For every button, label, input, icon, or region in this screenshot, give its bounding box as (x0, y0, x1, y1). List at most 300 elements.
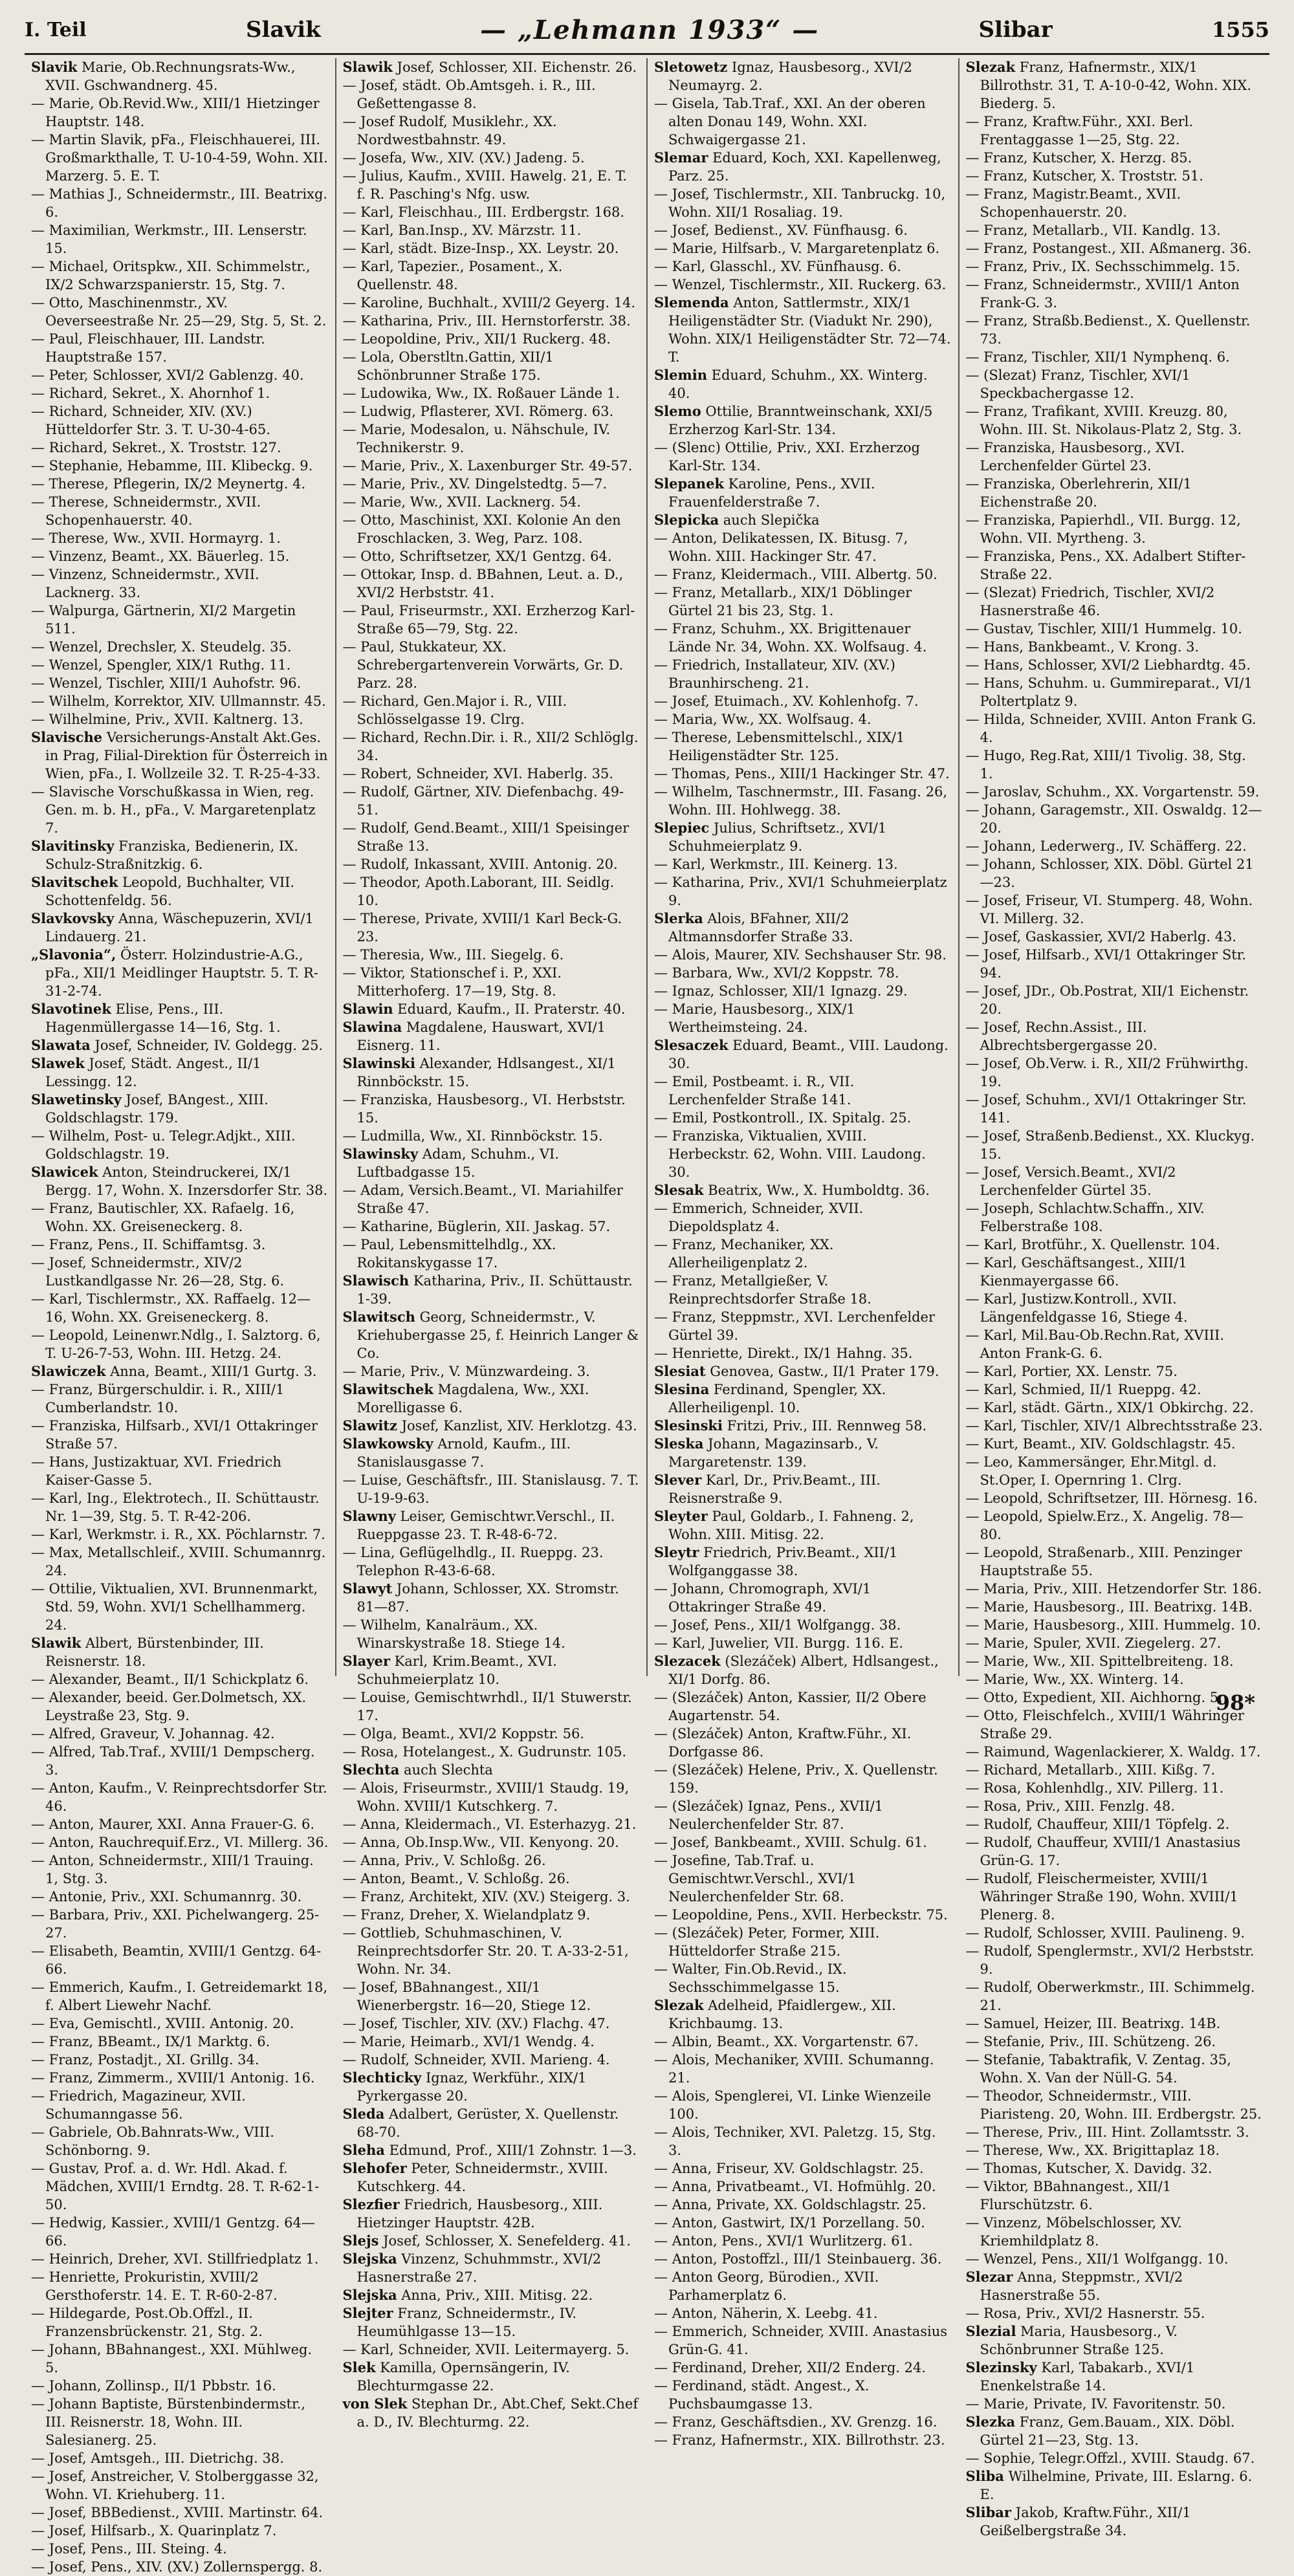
directory-entry (654, 692, 952, 710)
entry-text: — Marie, Spuler, XVII. Ziegelerg. 27. (965, 1635, 1222, 1651)
entry-surname: Slepicka (654, 512, 719, 528)
directory-entry (343, 565, 641, 602)
directory-entry (654, 620, 952, 656)
directory-entry (654, 257, 952, 276)
entry-surname: Slemin (654, 367, 707, 383)
directory-entry (654, 1036, 952, 1073)
directory-entry (31, 1525, 329, 1544)
entry-text: — Franz, Metallgießer, V. Reinprechtsdorfer Straße 18. (654, 1273, 872, 1307)
entry-text: — Franz, Kutscher, X. Troststr. 51. (965, 168, 1203, 184)
entry-text: — Therese, Ww., XVII. Hormayrg. 1. (31, 530, 281, 546)
entry-text: Ignaz, Werkführ., XIX/1 Pyrkergasse 20. (356, 2070, 587, 2104)
entry-text: — Josef, Etuimach., XV. Kohlenhofg. 7. (654, 693, 919, 709)
entry-text: Magdalena, Ww., XXI. Morelligasse 6. (356, 1382, 589, 1415)
entry-text: — Josef, Pens., XIV. (XV.) Zollernspergg. 8. (31, 2559, 323, 2575)
entry-text: — Karl, Geschäftsangest., XIII/1 Kienmayergasse 66. (965, 1255, 1187, 1289)
entry-text: — Josef, Straßenb.Bedienst., XX. Kluckyg. 15. (965, 1128, 1255, 1162)
entry-text: — Franz, Schneidermstr., XVIII/1 Anton Frank-G. 3. (965, 277, 1240, 311)
directory-entry (966, 1779, 1264, 1797)
entry-text: — Marie, Priv., X. Laxenburger Str. 49-57. (342, 458, 633, 474)
entry-text: — Paul, Friseurmstr., XXI. Erzherzog Karl-Straße 65—79, Stg. 22. (342, 603, 635, 637)
directory-entry (966, 366, 1264, 402)
entry-text: — Otto, Expedient, XII. Aichhorng. 5. (965, 1690, 1223, 1705)
directory-entry (966, 1797, 1264, 1815)
entry-text: — Therese, Schneidermstr., XVII. Schopenhauerstr. 40. (31, 494, 261, 528)
entry-text: — Viktor, BBahnangest., XII/1 Flurschützstr. 6. (965, 2179, 1172, 2212)
entry-text: auch Slechta (399, 1762, 493, 1778)
directory-entry (343, 2033, 641, 2051)
directory-entry (654, 221, 952, 239)
entry-text: — Johann, Lederwerg., IV. Schäfferg. 22. (965, 838, 1247, 854)
directory-entry (343, 1616, 641, 1652)
column-1 (25, 58, 336, 2575)
entry-text: — Hugo, Reg.Rat, XIII/1 Tivolig. 38, Stg. 1. (965, 748, 1246, 781)
entry-text: — Karoline, Buchhalt., XVIII/2 Geyerg. 14. (342, 295, 636, 311)
entry-surname: Slawetinsky (31, 1091, 122, 1108)
directory-entry (343, 2304, 641, 2341)
entry-text: — (Slezáček) Anton, Kassier, II/2 Obere Augartenstr. 54. (654, 1690, 927, 1723)
directory-entry (343, 348, 641, 384)
entry-text: — Max, Metallschleif., XVIII. Schumannrg. 24. (31, 1545, 326, 1578)
directory-entry (31, 2522, 329, 2540)
directory-entry (966, 2033, 1264, 2051)
entry-text: — Josefa, Ww., XIV. (XV.) Jadeng. 5. (342, 150, 585, 166)
directory-entry (654, 239, 952, 257)
entry-surname: Sliba (965, 2468, 1004, 2484)
entry-text: — Emil, Postbeamt. i. R., VII. Lerchenfelder Straße 141. (654, 1074, 855, 1108)
directory-entry (654, 2196, 952, 2214)
directory-entry (31, 2304, 329, 2341)
directory-entry (31, 2540, 329, 2558)
directory-entry (31, 1199, 329, 1236)
directory-entry (966, 1507, 1264, 1544)
directory-entry (966, 1054, 1264, 1091)
entry-text: — Emil, Postkontroll., IX. Spitalg. 25. (654, 1110, 912, 1126)
entry-text: — Gisela, Tab.Traf., XXI. An der oberen alten Donau 149, Wohn. XXI. Schwaigergasse 21. (654, 96, 926, 147)
entry-text: — Rudolf, Gend.Beamt., XIII/1 Speisinger Straße 13. (342, 820, 630, 854)
directory-entry (966, 1163, 1264, 1199)
directory-entry (654, 2214, 952, 2232)
entry-text: — Hildegarde, Post.Ob.Offzl., II. Franzensbrückenstr. 21, Stg. 2. (31, 2306, 263, 2339)
entry-text: — Karl, städt. Gärtn., XIX/1 Obkirchg. 22. (965, 1400, 1254, 1415)
entry-text: — Marie, Hausbesorg., XIII. Hummelg. 10. (965, 1617, 1261, 1633)
directory-entry (31, 1163, 329, 1199)
entry-text: — (Slezáček) Anton, Kraftw.Führ., XI. Dorfgasse 86. (654, 1726, 912, 1760)
entry-text: — Franz, Dreher, X. Wielandplatz 9. (342, 1907, 591, 1923)
entry-text: — Ludmilla, Ww., XI. Rinnböckstr. 15. (342, 1128, 603, 1144)
directory-entry (343, 1054, 641, 1091)
entry-text: — Louise, Gemischtwrhdl., II/1 Stuwerstr. 17. (342, 1690, 632, 1723)
directory-entry (654, 946, 952, 964)
directory-entry (343, 873, 641, 910)
entry-text: — Franz, Architekt, XIV. (XV.) Steigerg. 3. (342, 1889, 630, 1905)
directory-entry (654, 1580, 952, 1616)
entry-text: — Johann, Schlosser, XIX. Döbl. Gürtel 21—23. (965, 857, 1254, 890)
entry-surname: Slawitsch (342, 1309, 415, 1325)
entry-text: — Emmerich, Schneider, XVII. Diepoldsplatz 4. (654, 1201, 864, 1234)
directory-entry (654, 1761, 952, 1797)
entry-text: — Slavische Vorschußkassa in Wien, reg. Gen. m. b. H., pFa., V. Margaretenplatz 7. (31, 784, 316, 836)
directory-entry (31, 1290, 329, 1326)
entry-text: Jakob, Kraftw.Führ., XII/1 Geißelbergstraße 34. (980, 2505, 1191, 2538)
entry-text: Versicherungs-Anstalt Akt.Ges. in Prag, Filial-Direktion für Österreich in Wien, pFa., I. Wollzeile 32. T. R-25-4-33. (45, 730, 328, 781)
directory-entry (343, 2069, 641, 2105)
entry-text: — Maximilian, Werkmstr., III. Lenserstr. 15. (31, 223, 307, 256)
entry-text: — Franz, Tischler, XII/1 Nymphenq. 6. (965, 349, 1230, 365)
directory-entry (654, 1000, 952, 1036)
directory-entry (966, 2178, 1264, 2214)
entry-surname: Slawisch (342, 1272, 410, 1289)
entry-text: Josef, BAngest., XIII. Goldschlagstr. 179. (45, 1092, 269, 1126)
directory-entry (966, 2123, 1264, 2141)
entry-text: Johann, Magazinsarb., V. Margaretenstr. 139. (668, 1436, 879, 1470)
directory-entry (966, 2322, 1264, 2359)
directory-entry (966, 2304, 1264, 2322)
entry-surname: Slemenda (654, 294, 729, 311)
entry-text: — Franz, Bautischler, XX. Rafaelg. 16, Wohn. XX. Greiseneckerg. 8. (31, 1201, 295, 1234)
entry-text: — Franz, Mechaniker, XX. Allerheiligenplatz 2. (654, 1237, 834, 1271)
entry-text: Vinzenz, Schuhmmstr., XVI/2 Hasnerstraße 27. (356, 2251, 602, 2285)
entry-text: Magdalene, Hauswart, XVI/1 Eisnerg. 11. (356, 1020, 606, 1053)
entry-text: — Richard, Rechn.Dir. i. R., XII/2 Schlöglg. 34. (342, 730, 639, 763)
directory-entry (31, 1851, 329, 1888)
entry-text: — Leopold, Spielw.Erz., X. Angelig. 78—80. (965, 1509, 1244, 1542)
directory-entry (654, 2232, 952, 2250)
directory-entry (966, 855, 1264, 891)
entry-text: — Katharina, Priv., III. Hernstorferstr. 38. (342, 313, 631, 329)
directory-entry (31, 2087, 329, 2123)
entry-surname: Slawitschek (342, 1381, 433, 1397)
directory-entry (31, 1743, 329, 1779)
entry-text: — Marie, Modesalon, u. Nähschule, IV. Technikerstr. 9. (342, 422, 611, 455)
directory-entry (31, 1091, 329, 1127)
entry-text: Eduard, Beamt., VIII. Laudong. 30. (668, 1038, 949, 1071)
entry-text: — Peter, Schlosser, XVI/2 Gablenzg. 40. (31, 367, 304, 383)
entry-text: — Karl, Tischler, XIV/1 Albrechtsstraße 23. (965, 1418, 1263, 1434)
entry-text: — Rudolf, Schneider, XVII. Marieng. 4. (342, 2052, 610, 2068)
directory-entry (654, 2033, 952, 2051)
directory-entry (966, 2359, 1264, 2395)
entry-text: — Anton, Kaufm., V. Reinprechtsdorfer Str. 46. (31, 1780, 327, 1814)
directory-entry (654, 1181, 952, 1199)
entry-text: — Gustav, Prof. a. d. Wr. Hdl. Akad. f. Mädchen, XVIII/1 Erndtg. 28. T. R-62-1-50. (31, 2161, 320, 2212)
directory-entry (966, 475, 1264, 511)
entry-surname: Slezka (965, 2414, 1016, 2430)
entry-surname: Slemar (654, 149, 708, 166)
directory-entry (31, 457, 329, 475)
directory-entry (343, 511, 641, 547)
entry-text: — Richard, Sekret., X. Troststr. 127. (31, 440, 281, 455)
entry-text: — Friedrich, Installateur, XIV. (XV.) Braunhirscheng. 21. (654, 657, 895, 691)
entry-surname: Slezacek (654, 1653, 721, 1669)
directory-entry (966, 113, 1264, 149)
entry-surname: Sleytr (654, 1544, 699, 1560)
directory-entry (343, 1381, 641, 1417)
entry-text: — Wenzel, Spengler, XIX/1 Ruthg. 11. (31, 657, 291, 673)
entry-text: Karl, Krim.Beamt., XVI. Schuhmeierplatz 10. (356, 1654, 557, 1687)
directory-entry (966, 1544, 1264, 1580)
entry-text: Franz, Schneidermstr., IV. Heumühlgasse 13—15. (356, 2306, 577, 2339)
directory-entry (654, 511, 952, 529)
directory-entry (654, 2413, 952, 2431)
entry-text: — Franz, Hafnermstr., XIX. Billrothstr. 23. (654, 2432, 945, 2448)
entry-text: — Marie, Hausbesorg., XIX/1 Wertheimsteing. 24. (654, 1001, 855, 1035)
directory-entry (31, 873, 329, 910)
directory-entry (654, 2159, 952, 2178)
entry-text: Karl, Tabakarb., XVI/1 Enenkelstraße 14. (980, 2360, 1195, 2394)
entry-text: — Therese, Pflegerin, IX/2 Meynertg. 4. (31, 476, 306, 492)
entry-text: — Franziska, Oberlehrerin, XII/1 Eichenstraße 20. (965, 476, 1192, 510)
entry-text: — Josef, Bedienst., XV. Fünfhausg. 6. (654, 223, 908, 238)
directory-entry (343, 1181, 641, 1217)
entry-text: Leiser, Gemischtwr.Verschl., II. Rueppgasse 23. T. R-48-6-72. (356, 1509, 615, 1542)
entry-text: — Johann, BBahnangest., XXI. Mühlweg. 5. (31, 2342, 313, 2375)
directory-entry (654, 1272, 952, 1308)
entry-text: Anton, Sattlermstr., XIX/1 Heiligenstädter Str. (Viadukt Nr. 290), Wohn. XIX/1 Heiligenstädter Str. 72—74. T. (668, 295, 951, 365)
entry-text: — Gustav, Tischler, XIII/1 Hummelg. 10. (965, 621, 1242, 637)
entry-text: — Franz, Schuhm., XX. Brigittenauer Lände Nr. 34, Wohn. XX. Wolfsaug. 4. (654, 621, 927, 655)
entry-text: Eduard, Kaufm., II. Praterstr. 40. (393, 1001, 626, 1017)
entry-text: — Franz, Trafikant, XVIII. Kreuzg. 80, Wohn. III. St. Nikolaus-Platz 2, Stg. 3. (965, 404, 1242, 437)
entry-text: — Stefanie, Priv., III. Schützeng. 26. (965, 2034, 1216, 2049)
entry-text: — (Slezat) Friedrich, Tischler, XVI/2 Hasnerstraße 46. (965, 585, 1215, 618)
directory-entry (343, 420, 641, 457)
directory-entry (966, 149, 1264, 167)
directory-entry (966, 312, 1264, 348)
directory-entry (343, 765, 641, 783)
directory-entry (654, 728, 952, 765)
directory-entry (31, 656, 329, 674)
entry-surname: Slawik (31, 1635, 82, 1651)
entry-text: Alexander, Hdlsangest., XI/1 Rinnböckstr. 15. (356, 1056, 616, 1089)
directory-entry (343, 1435, 641, 1471)
directory-entry (654, 1924, 952, 1960)
entry-text: — Franz, Zimmerm., XVIII/1 Antonig. 16. (31, 2070, 315, 2086)
directory-entry (31, 221, 329, 257)
entry-text: — Wenzel, Drechsler, X. Steudelg. 35. (31, 639, 292, 655)
entry-text: — (Slezáček) Ignaz, Pens., XVII/1 Neulerchenfelder Str. 87. (654, 1798, 884, 1832)
entry-text: — Richard, Sekret., X. Ahornhof 1. (31, 386, 270, 401)
entry-text: — Therese, Priv., III. Hint. Zollamtsstr. 3. (965, 2124, 1249, 2140)
entry-text: — Anna, Friseur, XV. Goldschlagstr. 25. (654, 2161, 924, 2176)
entry-text: — Ludwig, Pflasterer, XVI. Römerg. 63. (342, 404, 614, 419)
directory-entry (654, 1109, 952, 1127)
directory-entry (966, 58, 1264, 113)
entry-text: — Alois, Maurer, XIV. Sechshauser Str. 98. (654, 947, 947, 963)
directory-entry (966, 1018, 1264, 1054)
directory-entry (654, 1236, 952, 1272)
entry-text: Ferdinand, Spengler, XX. Allerheiligenpl. 10. (668, 1382, 886, 1415)
directory-entry (654, 1725, 952, 1761)
entry-text: — Marie, Priv., XV. Dingelstedtg. 5—7. (342, 476, 608, 492)
directory-entry (654, 2431, 952, 2449)
directory-entry (654, 276, 952, 294)
entry-text: — Karl, Portier, XX. Lenstr. 75. (965, 1364, 1178, 1379)
directory-entry (343, 1906, 641, 1924)
entry-text: — Therese, Ww., XX. Brigittaplaz 18. (965, 2143, 1220, 2158)
directory-entry (966, 2467, 1264, 2504)
entry-text: Franziska, Bedienerin, IX. Schulz-Straßnitzkig. 6. (45, 838, 298, 872)
entry-text: — Franz, Straßb.Bedienst., X. Quellenstr. 73. (965, 313, 1251, 347)
entry-text: — Otto, Maschinist, XXI. Kolonie An den Froschlacken, 3. Weg, Parz. 108. (342, 512, 621, 546)
header-first-name: Slavik (245, 17, 321, 43)
directory-entry (343, 1471, 641, 1507)
entry-text: — Martin Slavik, pFa., Fleischhauerei, III. Großmarkthalle, T. U-10-4-59, Wohn. XII. Marzerg. 5. E. T. (31, 132, 328, 184)
directory-entry (654, 294, 952, 366)
entry-surname: Slejska (342, 2287, 397, 2303)
directory-entry (966, 439, 1264, 475)
entry-text: — Therese, Private, XVIII/1 Karl Beck-G. 23. (342, 911, 622, 944)
entry-text: Katharina, Priv., II. Schüttaustr. 1-39. (356, 1273, 633, 1307)
entry-text: — Josef, Friseur, VI. Stumperg. 48, Wohn. VI. Millerg. 32. (965, 893, 1253, 926)
directory-entry (31, 1453, 329, 1489)
directory-entry (966, 167, 1264, 185)
directory-entry (654, 1688, 952, 1725)
entry-surname: Slibar (965, 2504, 1011, 2520)
entry-text: — Therese, Lebensmittelschl., XIX/1 Heiligenstädter Str. 125. (654, 730, 905, 763)
entry-text: — Josef, Tischler, XIV. (XV.) Flachg. 47. (342, 2016, 610, 2031)
directory-entry (31, 1634, 329, 1670)
directory-entry (966, 1236, 1264, 1254)
entry-text: Elise, Pens., III. Hagenmüllergasse 14—16, Stg. 1. (45, 1001, 281, 1035)
directory-entry (31, 2558, 329, 2576)
entry-text: Anna, Beamt., XIII/1 Gurtg. 3. (105, 1364, 317, 1379)
directory-entry (31, 1417, 329, 1453)
directory-entry (343, 2105, 641, 2141)
directory-entry (654, 710, 952, 728)
directory-entry (654, 529, 952, 565)
directory-entry (654, 1833, 952, 1851)
directory-entry (31, 2069, 329, 2087)
directory-entry (31, 1236, 329, 1254)
entry-text: — Marie, Hilfsarb., V. Margaretenplatz 6. (654, 241, 940, 256)
entry-text: Anna, Priv., XIII. Mitisg. 22. (397, 2287, 593, 2303)
entry-text: — Anton Georg, Bürodien., XVII. Parhamerplatz 6. (654, 2269, 879, 2303)
entry-surname: Slawkowsky (342, 1435, 433, 1452)
entry-text: — Franz, Steppmstr., XVI. Lerchenfelder Gürtel 39. (654, 1309, 936, 1343)
directory-entry (966, 185, 1264, 221)
entry-text: — Henriette, Prokuristin, XVIII/2 Gersthoferstr. 14. E. T. R-60-2-87. (31, 2269, 278, 2303)
entry-text: — Josef, Schneidermstr., XIV/2 Lustkandlgasse Nr. 26—28, Stg. 6. (31, 1255, 285, 1289)
directory-entry (343, 1217, 641, 1236)
directory-entry (966, 2504, 1264, 2540)
header-rule (25, 53, 1269, 55)
entry-text: — Richard, Gen.Major i. R., VIII. Schlösselgasse 19. Clrg. (342, 693, 567, 727)
directory-entry (966, 2051, 1264, 2087)
directory-entry (343, 728, 641, 765)
entry-surname: Slemo (654, 403, 701, 419)
entry-surname: Slavkovsky (31, 910, 115, 926)
entry-text: — Rosa, Priv., XVI/2 Hasnerstr. 55. (965, 2306, 1205, 2321)
entry-text: — Viktor, Stationschef i. P., XXI. Mitterhoferg. 17—19, Stg. 8. (342, 965, 562, 999)
directory-entry (31, 2504, 329, 2522)
directory-entry (654, 1996, 952, 2033)
entry-text: Adelheid, Pfaidlergew., XII. Krichbaumg. 13. (668, 1998, 896, 2031)
entry-text: — Ludowika, Ww., IX. Roßauer Lände 1. (342, 386, 620, 401)
entry-text: — Theresia, Ww., III. Siegelg. 6. (342, 947, 564, 963)
entry-text: — Franz, Metallarb., VII. Kandlg. 13. (965, 223, 1221, 238)
entry-text: Georg, Schneidermstr., V. Kriehubergasse 25, f. Heinrich Langer & Co. (356, 1309, 639, 1361)
directory-entry (654, 656, 952, 692)
entry-text: — Lola, Oberstltn.Gattin, XII/1 Schönbrunner Straße 175. (342, 349, 554, 383)
entry-text: — Hedwig, Kassier., XVIII/1 Gentzg. 64—66. (31, 2215, 315, 2249)
entry-text: — Josef, Rechn.Assist., III. Albrechtsbergergasse 20. (965, 1020, 1157, 1053)
directory-entry (31, 131, 329, 185)
directory-entry (966, 257, 1264, 276)
entry-text: Josef, Städt. Angest., II/1 Lessingg. 12. (45, 1056, 261, 1089)
entry-text: — Leopold, Schriftsetzer, III. Hörnesg. 16. (965, 1490, 1258, 1506)
entry-surname: Sleha (342, 2142, 385, 2158)
directory-entry (966, 1489, 1264, 1507)
directory-entry (343, 638, 641, 692)
entry-text: — Karl, Ban.Insp., XV. Märzstr. 11. (342, 223, 582, 238)
directory-entry (654, 855, 952, 873)
directory-entry (966, 348, 1264, 366)
entry-text: — Marie, Private, IV. Favoritenstr. 50. (965, 2396, 1226, 2412)
directory-entry (966, 276, 1264, 312)
entry-text: — Adam, Versich.Beamt., VI. Mariahilfer Straße 47. (342, 1183, 623, 1216)
entry-surname: Slesaczek (654, 1037, 729, 1053)
entry-text: — Franz, Pens., II. Schiffamtsg. 3. (31, 1237, 266, 1252)
directory-entry (31, 1833, 329, 1851)
directory-entry (654, 1616, 952, 1634)
entry-text: — (Slezáček) Peter, Former, XIII. Hütteldorfer Straße 215. (654, 1925, 880, 1959)
entry-text: — Anton, Schneidermstr., XIII/1 Trauing. 1, Stg. 3. (31, 1853, 314, 1886)
directory-entry (654, 366, 952, 402)
part-label: I. Teil (25, 18, 87, 41)
directory-entry (966, 1833, 1264, 1870)
directory-entry (31, 2051, 329, 2069)
entry-text: — Wilhelmine, Priv., XVII. Kaltnerg. 13. (31, 712, 303, 727)
directory-entry (966, 2141, 1264, 2159)
entry-text: Albert, Bürstenbinder, III. Reisnerstr. 18. (45, 1635, 264, 1669)
entry-surname: Slechticky (342, 2069, 422, 2086)
entry-text: — Alexander, beeid. Ger.Dolmetsch, XX. Leystraße 23, Stg. 9. (31, 1690, 307, 1723)
entry-text: — Wilhelm, Taschnermstr., III. Fasang. 26, Wohn. III. Hohlwegg. 38. (654, 784, 948, 818)
directory-entry (343, 1580, 641, 1616)
entry-text: — Katharine, Büglerin, XII. Jaskag. 57. (342, 1219, 611, 1234)
directory-entry (654, 1471, 952, 1507)
directory-entry (31, 1054, 329, 1091)
entry-surname: Slesak (654, 1182, 704, 1198)
entry-text: — Rosa, Hotelangest., X. Gudrunstr. 105. (342, 1744, 627, 1760)
entry-text: — Anton, Pens., XVI/1 Wurlitzerg. 61. (654, 2233, 913, 2249)
directory-entry (31, 366, 329, 384)
directory-entry (343, 1652, 641, 1688)
directory-entry (31, 2214, 329, 2250)
directory-entry (966, 2395, 1264, 2413)
directory-entry (654, 584, 952, 620)
entry-text: — (Slezáček) Helene, Priv., X. Quellenstr. 159. (654, 1762, 938, 1796)
entry-text: — Ottilie, Viktualien, XVI. Brunnenmarkt, Std. 59, Wohn. XVI/1 Schellhammerg. 24. (31, 1581, 318, 1633)
entry-text: Eduard, Schuhm., XX. Winterg. 40. (668, 367, 928, 401)
entry-text: — Richard, Schneider, XIV. (XV.) Hütteldorfer Str. 3. T. U-30-4-65. (31, 404, 270, 437)
entry-surname: Slejter (342, 2305, 393, 2321)
entry-text: — Rosa, Priv., XIII. Fenzlg. 48. (965, 1798, 1176, 1814)
header-last-name: Slibar (978, 17, 1053, 43)
entry-text: — Johann Baptiste, Bürstenbindermstr., III. Reisnerstr. 18, Wohn. III. Salesianerg. 25. (31, 2396, 306, 2448)
directory-entry (966, 656, 1264, 674)
directory-entry (966, 1652, 1264, 1670)
entry-text: — Johann, Chromograph, XVI/1 Ottakringer Straße 49. (654, 1581, 872, 1615)
directory-entry (966, 783, 1264, 801)
entry-surname: Slavische (31, 729, 103, 745)
directory-entry (654, 1544, 952, 1580)
directory-entry (654, 1308, 952, 1344)
directory-entry (966, 2413, 1264, 2449)
directory-entry (343, 1978, 641, 2014)
directory-entry (31, 728, 329, 783)
